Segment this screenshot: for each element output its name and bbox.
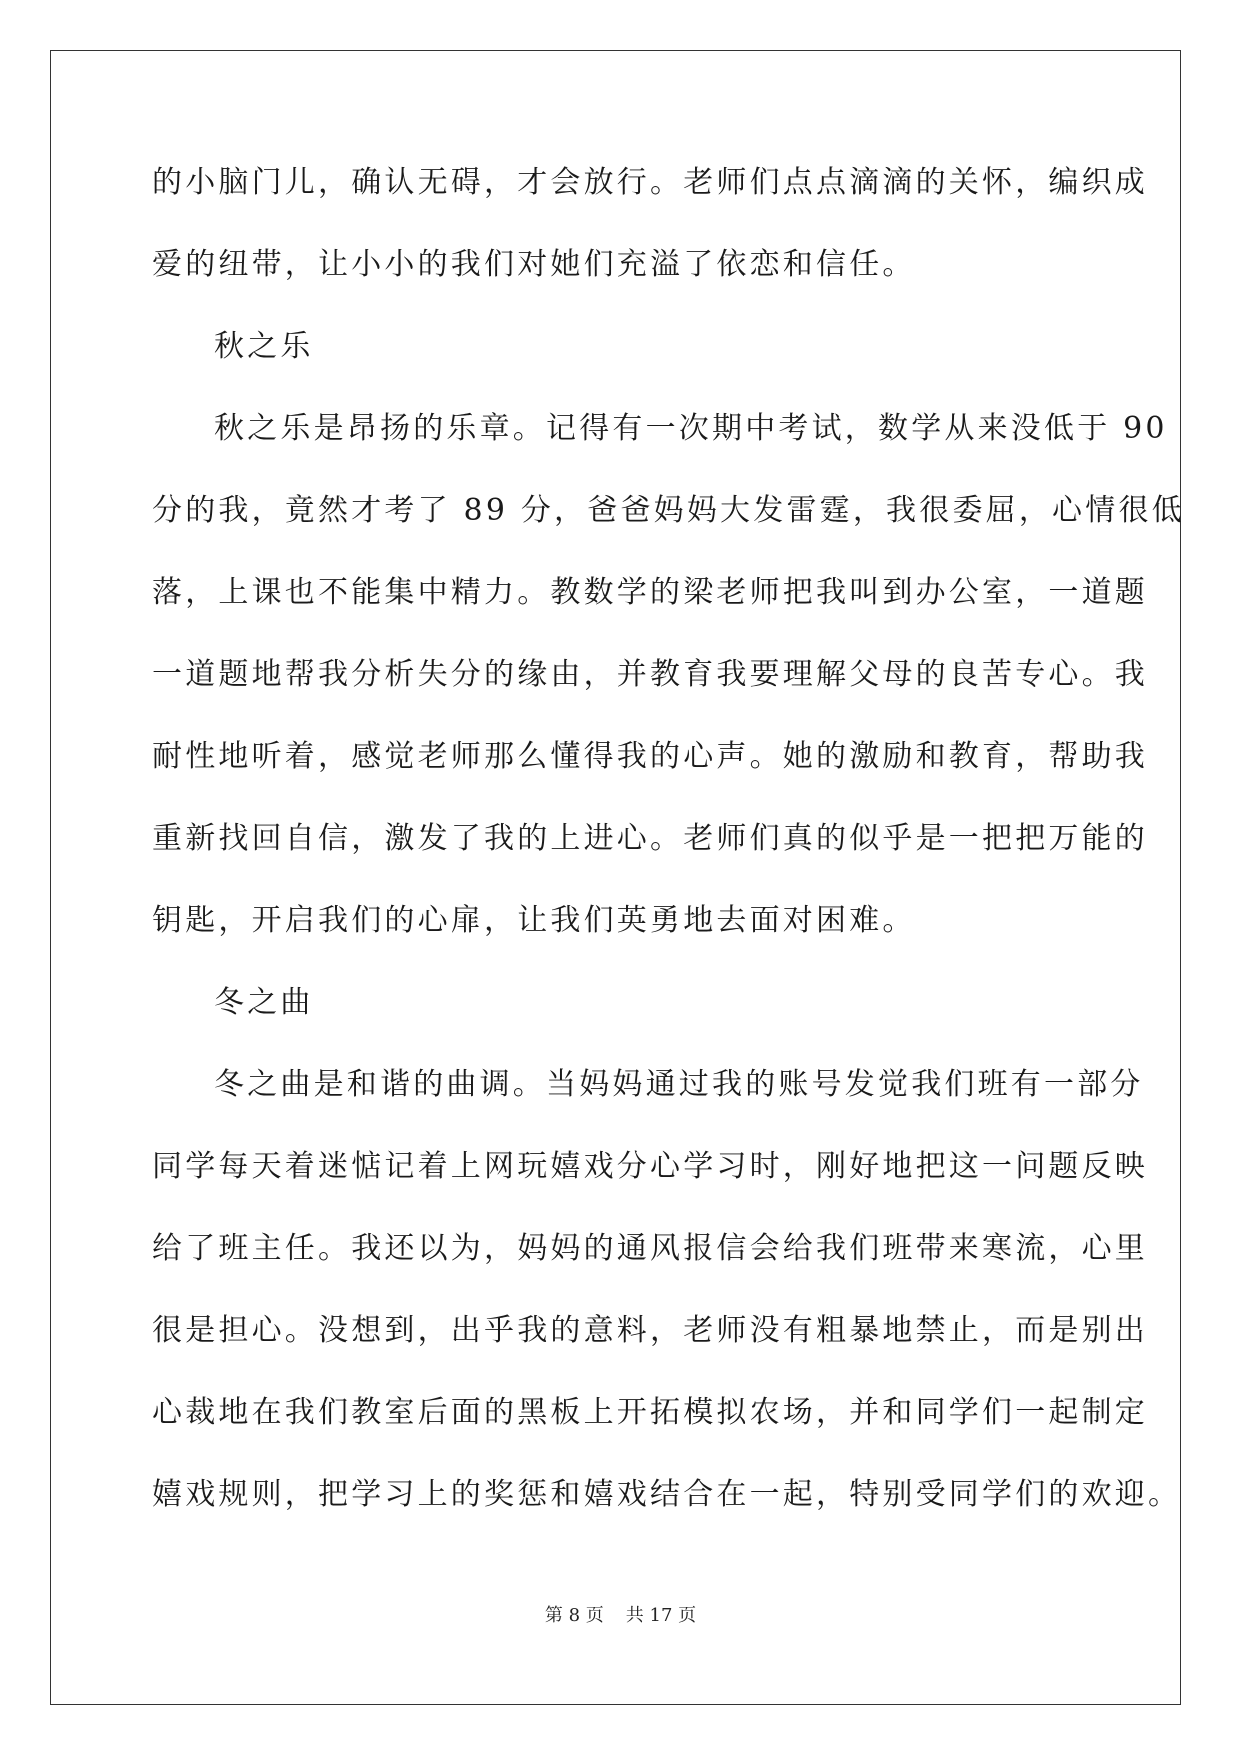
paragraph-line: 重新找回自信，激发了我的上进心。老师们真的似乎是一把把万能的 [152, 821, 1148, 856]
paragraph-line: 同学每天着迷惦记着上网玩嬉戏分心学习时，刚好地把这一问题反映 [152, 1149, 1148, 1184]
paragraph-line: 分的我，竟然才考了 89 分，爸爸妈妈大发雷霆，我很委屈，心情很低 [152, 493, 1185, 528]
paragraph-line: 秋之乐是昂扬的乐章。记得有一次期中考试，数学从来没低于 90 [214, 411, 1168, 446]
paragraph-line: 心裁地在我们教室后面的黑板上开拓模拟农场，并和同学们一起制定 [152, 1395, 1148, 1430]
paragraph-line: 耐性地听着，感觉老师那么懂得我的心声。她的激励和教育，帮助我 [152, 739, 1148, 774]
paragraph-line: 给了班主任。我还以为，妈妈的通风报信会给我们班带来寒流，心里 [152, 1231, 1148, 1266]
paragraph-line: 嬉戏规则，把学习上的奖惩和嬉戏结合在一起，特别受同学们的欢迎。 [152, 1477, 1182, 1512]
paragraph-line: 的小脑门儿，确认无碍，才会放行。老师们点点滴滴的关怀，编织成 [152, 165, 1148, 200]
page-total: 共 17 页 [625, 1605, 697, 1626]
paragraph-line: 爱的纽带，让小小的我们对她们充溢了依恋和信任。 [152, 247, 916, 282]
paragraph-line: 钥匙，开启我们的心扉，让我们英勇地去面对困难。 [152, 903, 916, 938]
page-footer [0, 1604, 1241, 1628]
paragraph-line: 冬之曲是和谐的曲调。当妈妈通过我的账号发觉我们班有一部分 [214, 1067, 1144, 1102]
section-heading-autumn: 秋之乐 [214, 329, 314, 364]
paragraph-line: 很是担心。没想到，出乎我的意料，老师没有粗暴地禁止，而是别出 [152, 1313, 1148, 1348]
page-number: 第 8 页 [544, 1605, 604, 1626]
paragraph-line: 落，上课也不能集中精力。教数学的梁老师把我叫到办公室，一道题 [152, 575, 1148, 610]
document-body [152, 163, 1185, 1557]
section-heading-winter: 冬之曲 [214, 985, 314, 1020]
paragraph-line: 一道题地帮我分析失分的缘由，并教育我要理解父母的良苦专心。我 [152, 657, 1148, 692]
